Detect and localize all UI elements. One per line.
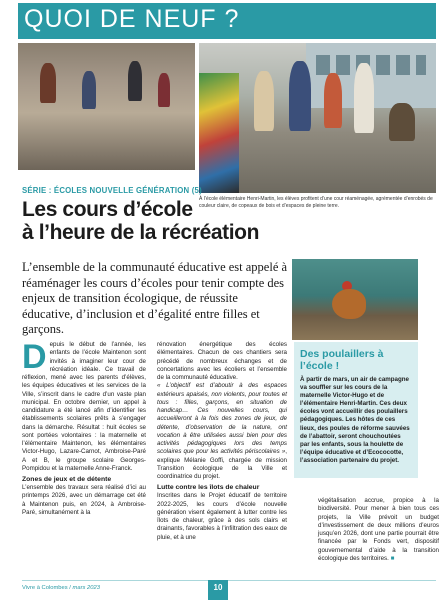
article-column-2: [157, 341, 287, 542]
issue-date: mars 2023: [72, 585, 100, 591]
photo-hen: [292, 259, 418, 340]
footer-separator: /: [69, 585, 71, 591]
article-column-1: [22, 338, 146, 517]
column-2-paragraph-1: rénovation énergétique des écoles élémentaires. Chacun de ces chantiers sera précédé de nombreux échanges et de concertations avec les écoliers et l’ensemble de la communauté éducative.: [157, 341, 287, 381]
subhead-ilots-de-chaleur: Lutte contre les îlots de chaleur: [157, 484, 260, 492]
sidebox-poulaillers: [294, 342, 418, 478]
drop-cap: D: [22, 338, 47, 376]
photo-caption: À l’école élémentaire Henri-Martin, les élèves profitent d’une cour réaménagée, agrémentée d’enrobés de couleur claire, de copeaux de bois et d’espaces de pleine terre.: [199, 196, 433, 209]
section-title: QUOI DE NEUF ?: [24, 5, 240, 33]
article-headline: [22, 198, 302, 244]
sidebox-title: Des poulaillers à l’école !: [300, 348, 384, 372]
subhead-zones-de-jeux: Zones de jeux et de détente: [22, 476, 112, 483]
headline-line-2: à l’heure de la récréation: [22, 221, 260, 244]
column-1-paragraph-2: L’ensemble des travaux sera réalisé d’ici au printemps 2026, avec un démarrage cet été à Maintenon puis, en 2024, à Ambroise-Paré, simultanément à la: [22, 484, 146, 516]
magazine-name: Vivre à Colombes: [22, 585, 68, 591]
mural-wall: [199, 73, 239, 193]
footer-publication: [22, 585, 100, 591]
quote-melanie-goffi: « L’objectif est d’aboutir à des espaces extérieurs apaisés, non violents, pour toutes et tous : filles, garçons, en situation de handicap… Ces nouvelles cours, qui accueilleront à la fois des zones de jeux, de détente, d’observation de la nature, ont vocation à être utilisées aussi bien pour des activités pédagogiques lors des temps scolaires que pour les activités périscolaires »: [157, 382, 287, 456]
sidebox-text: À partir de mars, un air de campagne va souffler sur les cours de la maternelle Victor-Hugo et de l’élémentaire Henri-Martin. Ces deux écoles vont accueillir des poulaillers pédagogiques. Les hôtes de ces lieux, des poules de réforme sauvées de l’abattoir, seront chouchoutées par les enfants, sous la houlette de l’équipe éducative et d’Ecococotte, l’association partenaire du projet.: [300, 376, 410, 464]
photo-henri-martin-schoolyard: [199, 43, 436, 193]
photo-children-playground: [18, 43, 195, 170]
page-number: 10: [208, 580, 228, 600]
series-label: SÉRIE : ÉCOLES NOUVELLE GÉNÉRATION (5): [22, 186, 202, 195]
quote-attribution: , explique Mélanie Goffi, chargée de mission Transition écologique de la Ville et coordinatrice du projet.: [157, 448, 287, 480]
article-column-3: [318, 497, 439, 563]
section-banner: [18, 3, 436, 39]
footer-rule: [22, 580, 436, 581]
column-3-paragraph-1: végétalisation accrue, propice à la biodiversité. Pour mener à bien tous ces projets, la Ville prévoit un budget d’investissement de deux millions d’euros jusqu’en 2026, dont une partie pourrait être financée par le Fonds vert, dispositif gouvernemental d’aide à la transition écologique des territoires.: [318, 497, 439, 562]
end-mark: ■: [390, 554, 395, 562]
article-intro: L’ensemble de la communauté éducative est appelé à réaménager les cours d’écoles pour tenir compte des enjeux de transition écologique, de réussite éducative, d’inclusion et d’égalité entre filles et garçons.: [22, 260, 288, 336]
column-2-paragraph-3: Inscrites dans le Projet éducatif de territoire 2022-2025, les cours d’école nouvelle génération visent également à lutter contre les îlots de chaleur, grâce à des sols clairs et drainants, favorables à l’infiltration des eaux de pluie, et à une: [157, 492, 287, 541]
column-1-paragraph-1: epuis le début de l’année, les enfants de l’école Maintenon sont invités à imaginer leur cour de récréation idéale. Ce travail de réflexion, mené avec les parents d’élèves, les équipes éducatives et les services de la Ville, s’inscrit dans le cadre d’un vaste plan municipal. En octobre dernier, un appel à candidature a été lancé afin d’identifier les établissements scolaires prêts à s’engager dans la démarche. Résultat : huit écoles se sont portées volontaires : la maternelle et l’élémentaire Maintenon, les élémentaires Victor-Hugo, Lazare-Carnot, Ambroise-Paré A et B, le groupe scolaire Georges-Pompidou et la maternelle Anne-Franck.: [22, 341, 146, 472]
headline-line-1: Les cours d’école: [22, 198, 193, 221]
